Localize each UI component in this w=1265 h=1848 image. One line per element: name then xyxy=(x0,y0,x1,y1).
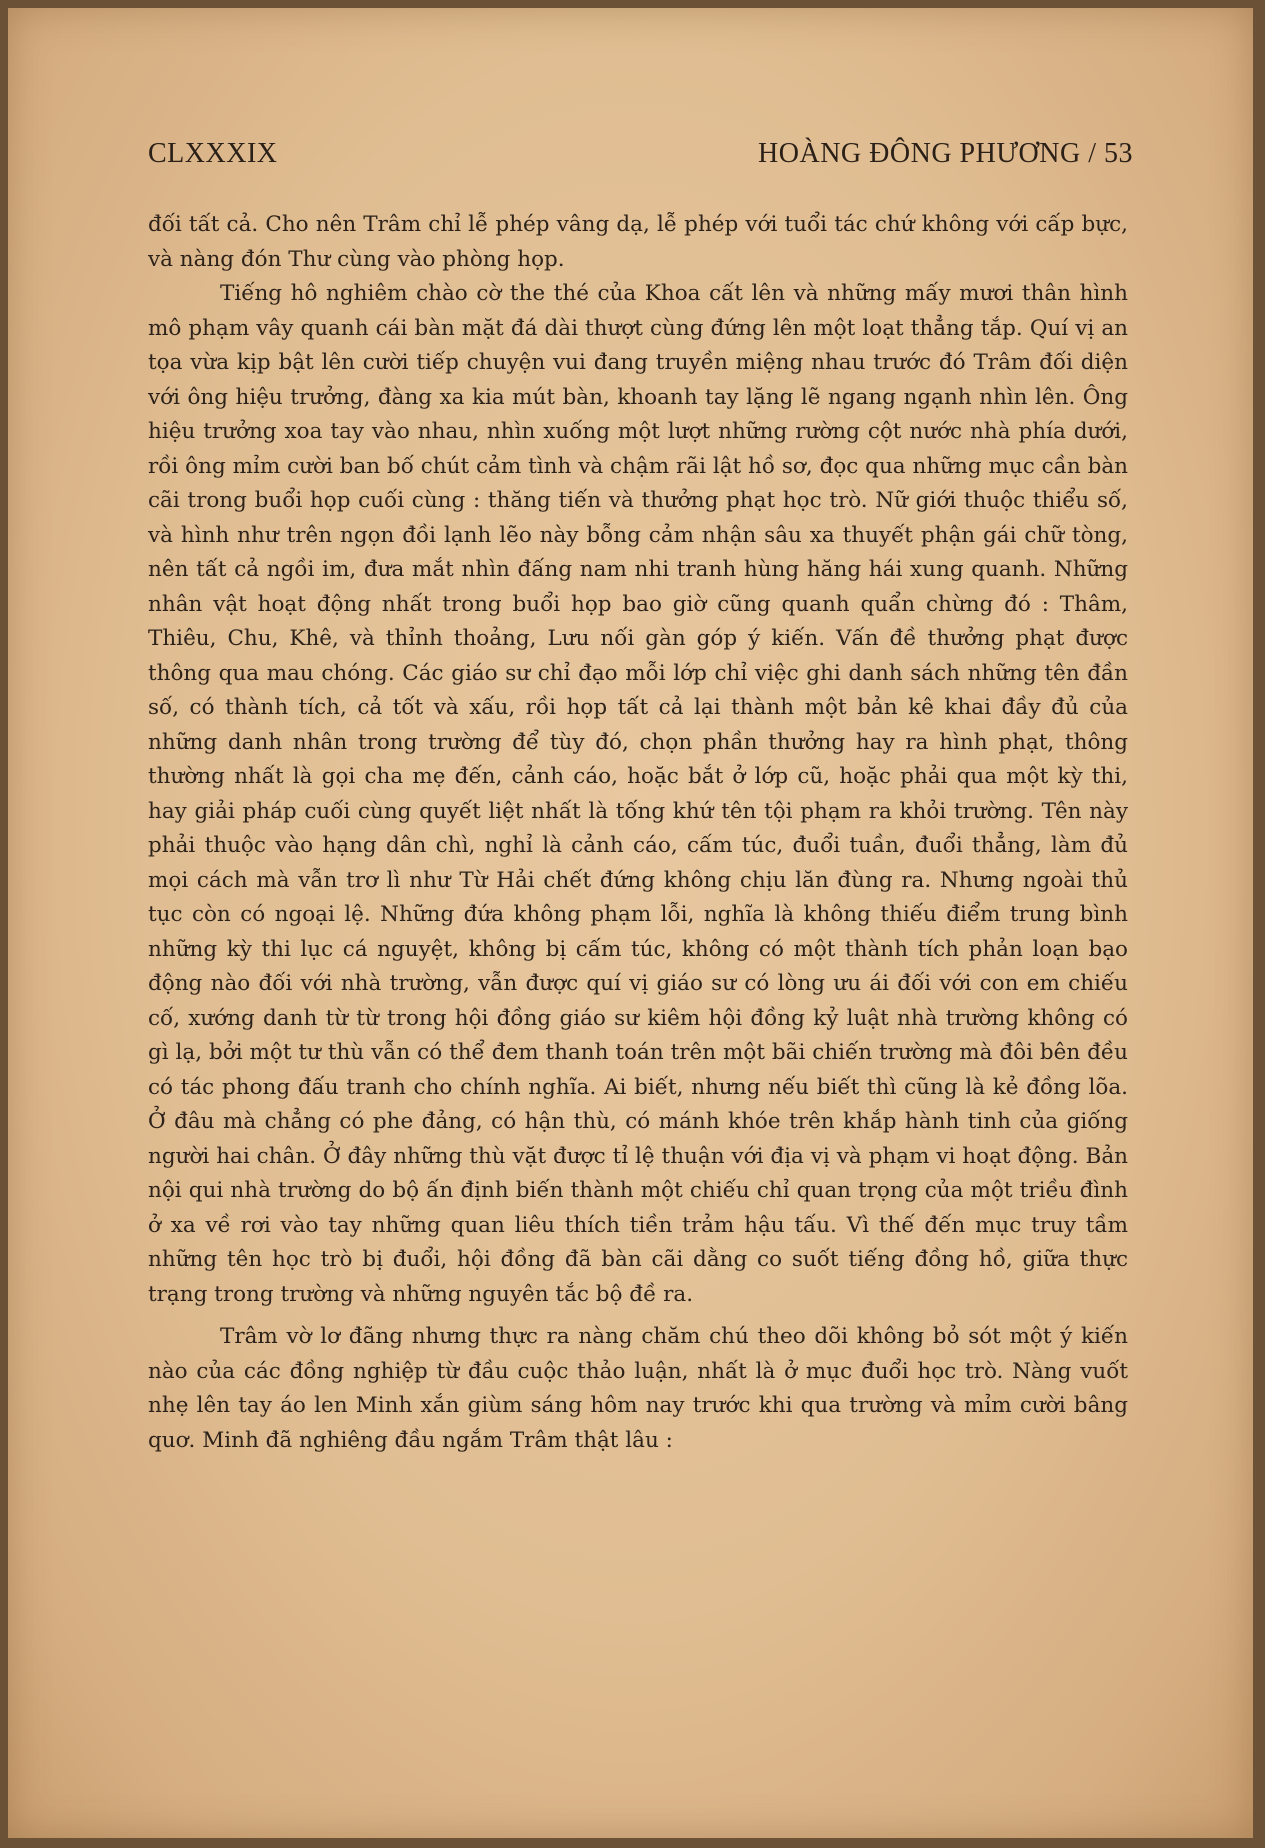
page-header xyxy=(148,138,1133,178)
paragraph-tram: Trâm vờ lơ đãng nhưng thực ra nàng chăm chú theo dõi không bỏ sót một ý kiến nào của các đồng nghiệp từ đầu cuộc thảo luận, nhất là ở mục đuổi học trò. Nàng vuốt nhẹ lên tay áo len Minh xắn giùm sáng hôm nay trước khi qua trường và mỉm cười bâng quơ. Minh đã nghiêng đầu ngắm Trâm thật lâu : xyxy=(148,1324,1128,1453)
paragraph-meeting: Tiếng hô nghiêm chào cờ the thé của Khoa cất lên và những mấy mươi thân hình mô phạm vây quanh cái bàn mặt đá dài thượt cùng đứng lên một loạt thẳng tắp. Quí vị an tọa vừa kịp bật lên cười tiếp chuyện vui đang truyền miệng nhau trước đó Trâm đối diện với ông hiệu trưởng, đàng xa kia mút bàn, khoanh tay lặng lẽ ngang ngạnh nhìn lên. Ông hiệu trưởng xoa tay vào nhau, nhìn xuống một lượt những rường cột nước nhà phía dưới, rồi ông mỉm cười ban bố chút cảm tình và chậm rãi lật hồ sơ, đọc qua những mục cần bàn cãi trong buổi họp cuối cùng : thăng tiến và thưởng phạt học trò. Nữ giới thuộc thiểu số, và hình như trên ngọn đồi lạnh lẽo này bỗng cảm nhận sâu xa thuyết phận gái chữ tòng, nên tất cả ngồi im, đưa mắt nhìn đấng nam nhi tranh hùng hăng hái xung quanh. Những nhân vật hoạt động nhất trong buổi họp bao giờ cũng quanh quẩn chừng đó : Thâm, Thiêu, Chu, Khê, và thỉnh thoảng, Lưu nối gàn góp ý kiến. Vấn đề thưởng phạt được thông qua mau chóng. Các giáo sư chỉ đạo mỗi lớp chỉ việc ghi danh sách những tên đần số, có thành tích, cả tốt và xấu, rồi họp tất cả lại thành một bản kê khai đầy đủ của những danh nhân trong trường để tùy đó, chọn phần thưởng hay ra hình phạt, thông thường nhất là gọi cha mẹ đến, cảnh cáo, hoặc bắt ở lớp cũ, hoặc phải qua một kỳ thi, hay giải pháp cuối cùng quyết liệt nhất là tống khứ tên tội phạm ra khỏi trường. Tên này phải thuộc vào hạng dân chì, nghỉ là cảnh cáo, cấm túc, đuổi tuần, đuổi thẳng, làm đủ mọi cách mà vẫn trơ lì như Từ Hải chết đứng không chịu lăn đùng ra. Nhưng ngoài thủ tục còn có ngoại lệ. Những đứa không phạm lỗi, nghĩa là không thiếu điểm trung bình những kỳ thi lục cá nguyệt, không bị cấm túc, không có một thành tích phản loạn bạo động nào đối với nhà trường, vẫn được quí vị giáo sư có lòng ưu ái đối với con em chiếu cố, xướng danh từ từ trong hội đồng giáo sư kiêm hội đồng kỷ luật nhà trường không có gì lạ, bởi một tư thù vẫn có thể đem thanh toán trên một bãi chiến trường mà đôi bên đều có tác phong đấu tranh cho chính nghĩa. Ai biết, nhưng nếu biết thì cũng là kẻ đồng lõa. Ở đâu mà chẳng có phe đảng, có hận thù, có mánh khóe trên khắp hành tinh của giống người hai chân. Ở đây những thù vặt được tỉ lệ thuận với địa vị và phạm vi hoạt động. Bản nội qui nhà trường do bộ ấn định biến thành một chiếu chỉ quan trọng của một triều đình ở xa về rơi vào tay những quan liêu thích tiền trảm hậu tấu. Vì thế đến mục truy tầm những tên học trò bị đuổi, hội đồng đã bàn cãi dằng co suốt tiếng đồng hồ, giữa thực trạng trong trường và những nguyên tắc bộ đề ra. xyxy=(148,281,1128,1307)
paragraph-continuation: đối tất cả. Cho nên Trâm chỉ lễ phép vâng dạ, lễ phép với tuổi tác chứ không với cấp bực, và nàng đón Thư cùng vào phòng họp. xyxy=(148,212,1128,272)
chapter-number: CLXXXIX xyxy=(148,138,278,169)
running-title: HOÀNG ĐÔNG PHƯƠNG / 53 xyxy=(758,138,1133,169)
page-body xyxy=(148,208,1128,1458)
book-page xyxy=(8,8,1253,1838)
